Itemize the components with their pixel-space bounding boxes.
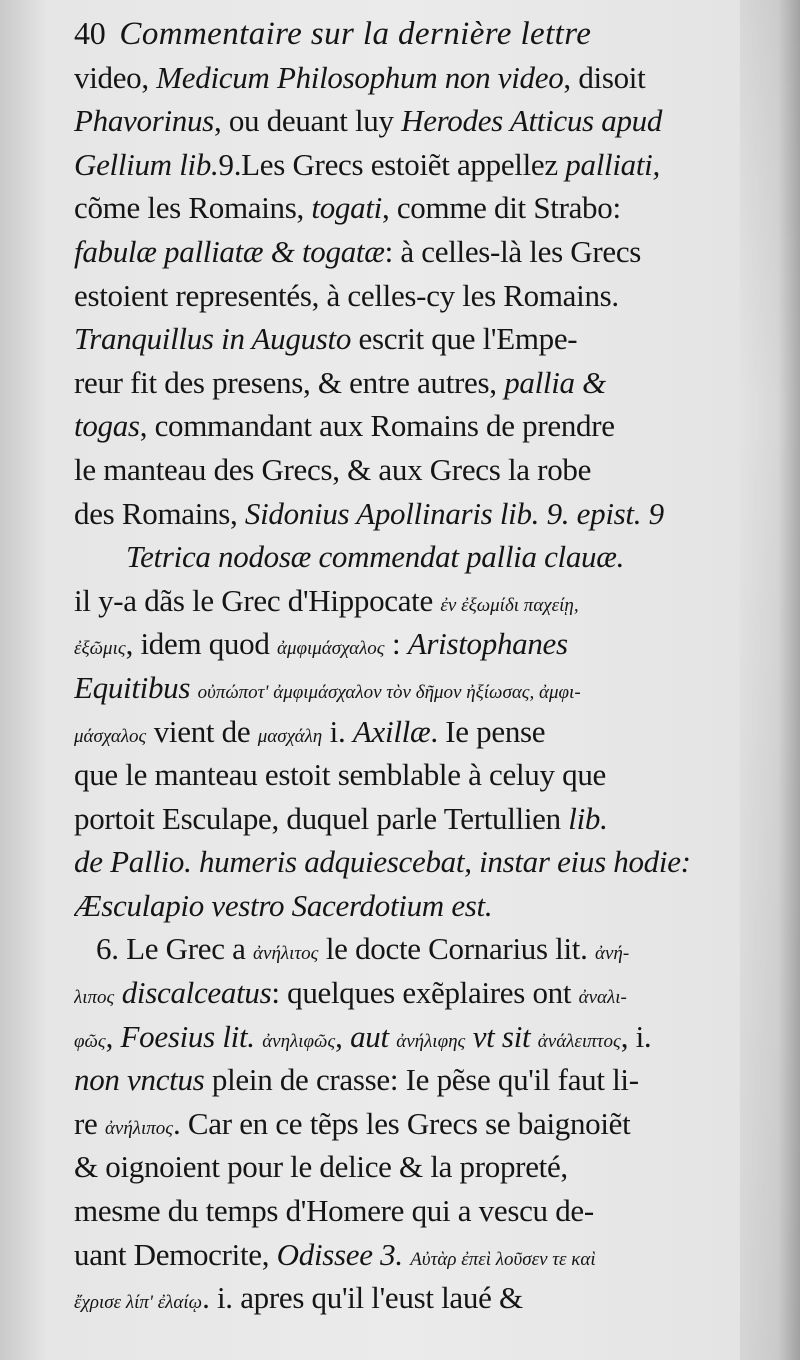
text-segment: Equitibus (74, 669, 191, 705)
text-segment: Gellium lib. (74, 146, 219, 182)
text-segment: cõme les Romains, (74, 190, 312, 226)
text-segment: μάσχαλος (74, 725, 147, 747)
text-segment: ἐν ἐξωμίδι παχείῃ, (440, 594, 579, 616)
text-segment: . Ie pense (430, 713, 546, 749)
text-segment: . i. apres qu'il l'eust laué & (202, 1280, 523, 1316)
text-segment: , disoit (563, 59, 646, 95)
text-segment: pallia & (504, 364, 606, 400)
text-segment: , (335, 1018, 351, 1054)
text-line (74, 274, 744, 318)
text-segment: Phavorinus (74, 103, 214, 139)
text-segment: de Pallio. humeris adquiescebat, instar eius hodie: (74, 844, 691, 880)
text-segment: φῶς (74, 1030, 106, 1052)
text-line (74, 797, 744, 841)
text-line (74, 1015, 744, 1059)
text-segment: : à celles-là les Grecs (384, 233, 642, 269)
text-line (74, 448, 744, 492)
text-segment (530, 1019, 537, 1054)
text-segment: ἀνήλιπος (104, 1117, 174, 1139)
text-segment: discalceatus (121, 975, 272, 1011)
text-segment: Foesius lit. (120, 1018, 255, 1054)
text-segment: ἔχρισε λίπ' ἐλαίῳ (74, 1292, 203, 1314)
text-segment: vt sit (472, 1018, 531, 1054)
text-segment: , comme dit Strabo: (381, 190, 621, 226)
text-line (74, 710, 744, 754)
text-segment: estoient representés, à celles-cy les Romains. (74, 277, 619, 313)
text-segment: Odissee 3. (276, 1236, 403, 1272)
text-line (74, 753, 744, 797)
text-segment: portoit Esculape, duquel parle Tertullien (74, 800, 569, 836)
text-segment: ἀνή- (595, 943, 630, 965)
text-segment: plein de crasse: Ie pẽse qu'il faut li- (204, 1062, 639, 1098)
running-title: Commentaire sur la dernière lettre (119, 16, 592, 52)
text-segment: lib. (568, 800, 608, 836)
text-segment: 9.Les Grecs estoiẽt appellez (218, 146, 566, 182)
text-segment (190, 670, 197, 705)
text-segment: , i. (620, 1018, 652, 1054)
text-line (74, 971, 744, 1015)
text-segment: , ou deuant luy (213, 103, 402, 139)
text-line (74, 884, 744, 928)
text-segment: reur fit des presens, & entre autres, (74, 364, 505, 400)
text-segment: , (105, 1018, 121, 1054)
text-line (74, 143, 744, 187)
text-segment (114, 975, 121, 1010)
text-line (74, 230, 744, 274)
text-segment: le manteau des Grecs, & aux Grecs la robe (74, 451, 592, 487)
text-line (74, 840, 744, 884)
page-number: 40 (74, 15, 106, 51)
text-segment: : (384, 626, 408, 662)
text-segment: i. (322, 713, 353, 749)
text-line (74, 927, 744, 971)
text-line (74, 1276, 744, 1320)
text-segment: Αὐτὰρ ἐπεὶ λοῦσεν τε καὶ (410, 1248, 596, 1270)
text-segment: μασχάλη (257, 725, 323, 747)
text-line (74, 1233, 744, 1277)
text-segment: le docte Cornarius lit. (318, 931, 596, 967)
text-segment: non vnctus (74, 1062, 205, 1098)
text-segment: que le manteau estoit semblable à celuy que (74, 757, 606, 793)
text-line (74, 666, 744, 710)
text-segment: togati (311, 190, 382, 226)
text-segment: Herodes Atticus apud (401, 103, 663, 139)
text-segment: ἀνήλιφης (396, 1030, 466, 1052)
text-segment: togas (74, 408, 140, 444)
text-line (74, 1102, 744, 1146)
page-gutter (778, 0, 800, 1360)
text-segment: ἐξῶμις (74, 638, 126, 660)
text-segment: ἀναλι- (578, 987, 627, 1009)
text-segment: ἀνηλιφῶς (262, 1030, 336, 1052)
text-segment: fabulæ palliatæ & togatæ (74, 233, 385, 269)
text-line (74, 56, 744, 100)
text-segment: Axillæ (352, 713, 431, 749)
text-segment: aut (350, 1018, 389, 1054)
text-line (74, 622, 744, 666)
text-line (74, 99, 744, 143)
text-segment: mesme du temps d'Homere qui a vescu de- (74, 1193, 594, 1229)
text-segment: ἀνάλειπτος (537, 1030, 621, 1052)
text-line (74, 492, 744, 536)
text-line (74, 1145, 744, 1189)
text-segment: Tranquillus in Augusto (74, 321, 352, 357)
text-segment: 6. Le Grec a (96, 931, 254, 967)
text-segment: ἀμφιμάσχαλος (276, 638, 385, 660)
text-segment (465, 1019, 472, 1054)
text-line (74, 579, 744, 623)
text-line (74, 361, 744, 405)
text-segment: ἀνήλιτος (253, 943, 319, 965)
text-segment: Æsculapio vestro Sacerdotium est. (74, 887, 493, 923)
text-segment: Medicum Philosophum non video (156, 59, 564, 95)
text-segment: Aristophanes (407, 626, 568, 662)
text-segment: Sidonius Apollinaris lib. 9. epist. 9 (244, 495, 664, 531)
text-segment: palliati, (565, 146, 660, 182)
text-line (74, 1058, 744, 1102)
text-segment: il y-a dãs le Grec d'Hippocate (74, 582, 441, 618)
text-line (74, 404, 744, 448)
text-segment: des Romains, (74, 495, 245, 531)
text-segment: οὐπώποτ' ἀμφιμάσχαλον τὸν δῆμον ἠξίωσας, ἀμφι- (197, 681, 581, 703)
text-segment: λιπος (74, 987, 115, 1009)
text-segment: : quelques exẽplaires ont (271, 975, 579, 1011)
text-segment: escrit que l'Empe- (351, 321, 578, 357)
text-line (74, 1189, 744, 1233)
text-line (74, 535, 744, 579)
text-line (74, 317, 744, 361)
text-segment: , idem quod (125, 626, 277, 662)
text-segment: & oignoient pour le delice & la propreté, (74, 1149, 568, 1185)
page-text (74, 12, 744, 1320)
text-segment: re (74, 1105, 105, 1141)
running-header (74, 12, 744, 56)
text-line (74, 186, 744, 230)
text-segment: , commandant aux Romains de prendre (139, 408, 615, 444)
text-segment: video, (74, 59, 157, 95)
text-segment: Tetrica nodosæ commendat pallia clauæ. (126, 539, 625, 575)
text-segment: vient de (146, 713, 258, 749)
text-segment: . Car en ce tẽps les Grecs se baignoiẽt (173, 1105, 631, 1141)
text-segment: uant Democrite, (74, 1236, 277, 1272)
